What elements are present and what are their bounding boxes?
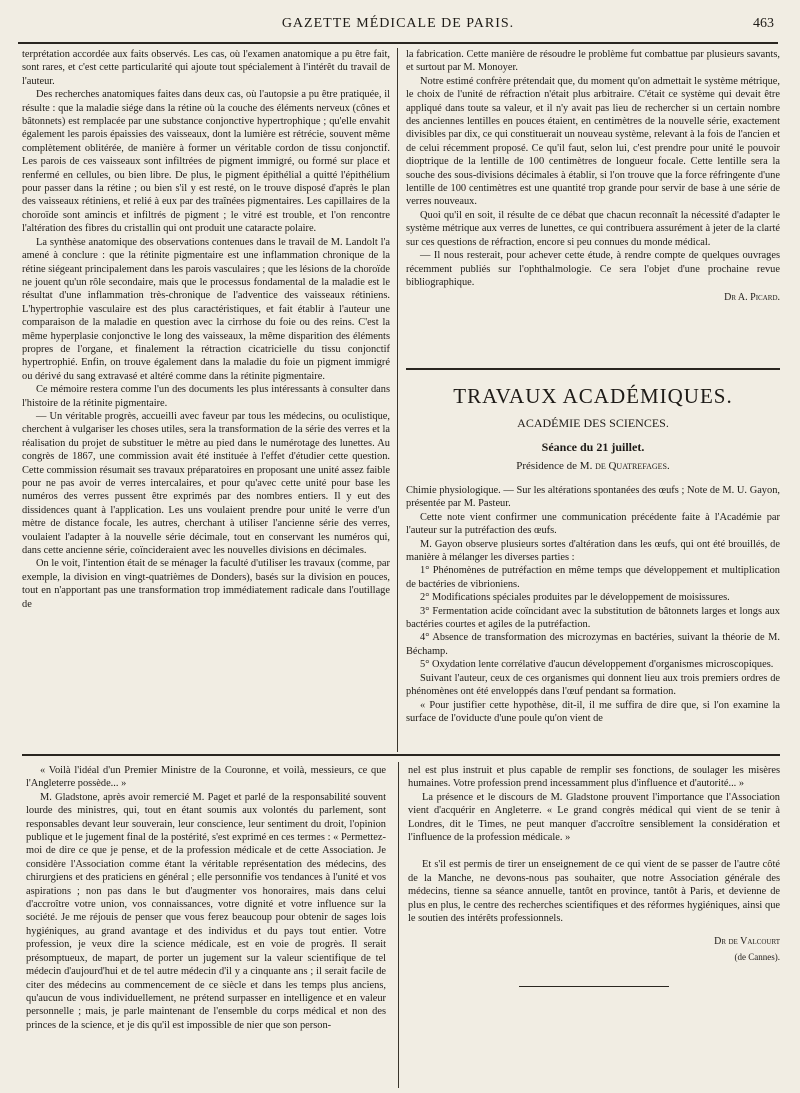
paragraph: Suivant l'auteur, ceux de ces organismes qui donnent lieu aux trois premiers ordres de phénomènes ont été enveloppés dans l'œuf pendant sa formation.	[406, 672, 780, 698]
seance-date: Séance du 21 juillet.	[541, 440, 645, 454]
signature-place: (de Cannes).	[734, 951, 780, 962]
paragraph: Notre estimé confrère prétendait que, du moment qu'on admettait le système métrique, le choix de l'unité de réfraction n'était plus arbitraire. C'était ce système qui devait être appliqué dans toute sa valeur, et il n'y avait pas lieu de rechercher si un certain nombre des anciennes lentilles en pouces étaient, en centimètres de la nouvelle série, exactement divisibles par dix, ce qui constituerait un nouveau système, relevant à la fois de l'ancien et de celui récemment proposé. Ce qu'il faut, selon lui, c'est prendre pour unité le pouvoir dioptrique de la lentille de 100 centimètres de longueur focale. Cette lentille sera la souche des sous-divisions décimales à établir, si l'on trouve que la force réfringente d'une lentille de 100 centimètres est une quantité trop grande pour servir de base à une série de verres nouveaux.	[406, 75, 780, 208]
right-top-column	[406, 48, 780, 360]
section-rule	[406, 368, 780, 370]
end-rule	[519, 986, 669, 987]
paragraph: 3° Fermentation acide coïncidant avec la substitution de bâtonnets larges et longs aux bactéries courtes et agiles de la putréfaction.	[406, 605, 780, 631]
paragraph: 2° Modifications spéciales produites par le développement de moisissures.	[420, 592, 730, 604]
paragraph: nel est plus instruit et plus capable de remplir ses fonctions, de soulager les misères humaines. Votre profession prend incessamment plus d'influence et d'autorité... »	[408, 765, 780, 790]
paragraph: 4° Absence de transformation des microzymas en bactéries, suivant la théorie de M. Béchamp.	[406, 632, 780, 657]
bottom-left-column	[26, 764, 386, 1088]
article-heading: Chimie physiologique. — Sur les altérations spontanées des œufs ; Note de M. U. Gayon, présentée par M. Pasteur.	[406, 485, 780, 510]
paragraph: La présence et le discours de M. Gladstone prouvent l'importance que l'Association vient d'acquérir en Angleterre. « Le grand congrès médical qui vient de se tenir à Londres, dit le Times, ne peut manquer d'accroître sensiblement la considération et l'influence de la profession médicale. »	[408, 791, 780, 844]
column-separator	[397, 48, 398, 752]
paragraph: Ce mémoire restera comme l'un des documents les plus intéressants à consulter dans l'histoire de la rétinite pigmentaire.	[22, 384, 390, 409]
signature-picard: Dr A. Picard.	[724, 292, 780, 304]
right-bottom-column	[406, 484, 780, 746]
section-subtitle: ACADÉMIE DES SCIENCES.	[517, 416, 669, 430]
column-separator	[398, 762, 399, 1088]
presidence-prefix: Présidence de M.	[516, 460, 596, 472]
paragraph: — Il nous resterait, pour achever cette étude, à rendre compte de quelques ouvrages récemment publiés sur l'ophthalmologie. Ce sera l'objet d'une prochaine revue bibliographique.	[406, 250, 780, 288]
paragraph: 5° Oxydation lente corrélative d'aucun développement d'organismes microscopiques.	[420, 659, 774, 671]
running-head: GAZETTE MÉDICALE DE PARIS.	[281, 16, 515, 31]
presidence-line	[406, 460, 780, 472]
paragraph: « Voilà l'idéal d'un Premier Ministre de la Couronne, et voilà, messieurs, ce que l'Angleterre possède... »	[26, 765, 386, 790]
page-header	[18, 12, 778, 44]
paragraph: M. Gladstone, après avoir remercié M. Paget et parlé de la responsabilité souvent lourde des ministres, qui, tout en étant soumis aux volontés du parlement, sont responsables devant leur souverain, leur conscience, leur sentiment du droit, l'opinion publique et le jugement final de la postérité, s'est exprimé en ces termes : « Permettez-moi de dire ce que je pense, et de la profession médicale et de cette Association. Je considère l'Association comme étant la véritable représentation des médecins, des chirurgiens et des praticiens en général ; elle personnifie vos tendances à l'unité et vos aspirations ; non pas dans le but d'augmenter vos honoraires, mais dans celui d'accroître votre union, vos connaissances, votre dignité et votre influence sur la société. Je me réjouis de penser que vous ferez beaucoup pour obtenir de sages lois hygiéniques, au grand avantage et des individus et du pays tout entier. Votre profession, je veux dire la science médicale, est en voie de progrès. Il serait présomptueux, de mapart, de porter un jugement sur la valeur scientifique de tel médecin d'aujourd'hui et de tel autre médecin d'il y a cinquante ans ; il serait facile de citer des médecins au commencement de ce siècle et dans les temps plus anciens, qu'aucun de vous individuellement, ne prétend surpasser en intelligence et en valeur personnelle ; mais, je parle maintenant de l'ensemble du corps médical et non des princes de la science, et je dis qu'il est impossible de nier que son person-	[26, 791, 386, 1031]
paragraph: la fabrication. Cette manière de résoudre le problème fut combattue par plusieurs savants, et surtout par M. Monoyer.	[406, 49, 780, 74]
left-column	[22, 48, 390, 748]
page-number: 463	[753, 16, 774, 31]
paragraph: La synthèse anatomique des observations contenues dans le travail de M. Landolt l'a amené à conclure : que la rétinite pigmentaire est une inflammation chronique de la rétine siégeant principalement dans les parois vasculaires ; que les lésions de la choroïde ne jouent qu'un rôle secondaire, mais que le processus fondamental de la maladie est le résultat d'une inflammation très-chronique de l'adventice des vaisseaux rétiniens. L'hypertrophie vasculaire est des plus caractéristiques, et fait établir à l'auteur une comparaison de la maladie en question avec la cirrhose du foie ou des reins. C'est la même hyperplasie conjonctive le long des vaisseaux, la même disparition des éléments propres de l'organe, et finalement la rétraction cicatricielle du tissu conjonctif hypertrophié. Enfin, on trouve également dans la maladie du foie un pigment immigré ou dérivé du sang extravasé et altéré comme dans la rétinite pigmentaire.	[22, 236, 390, 382]
paragraph: — Un véritable progrès, accueilli avec faveur par tous les médecins, ou oculistique, cherchent à vulgariser les choses utiles, sera la transformation de la série des verres et la réalisation du projet de substituer le mètre au pied dans le numérotage des lunettes. Au congrès de 1867, une commission avait été instituée à l'effet d'étudier cette question. Cette commission résumait ses travaux préparatoires en proposant une unité assez faible pour ne pas avoir de verres intercalaires, et pour qu'avec cette unité pour base les numéros des verres pussent être exprimés par des nombres entiers. Il y eut des dissidences quant à l'application. Les uns voulaient prendre pour unité le verre d'un mètre de distance focale, les autres, cherchant à utiliser l'ancienne série des verres, voulaient l'adapter à la nouvelle série décimale, tout en conservant les numéros qui, dans cette ancienne série, coïncideraient avec les nouvelles divisions en décimales.	[22, 410, 390, 557]
paragraph: Des recherches anatomiques faites dans deux cas, où l'autopsie a pu être pratiquée, il résulte : que la maladie siége dans la rétine où la couche des éléments nerveux (cônes et bâtonnets) est remplacée par une substance conjonctive hypertrophique ; qu'elle envahit également les parois épaissies des vaisseaux, dont la lumière est rétrécie, souvent même complètement oblitérée, de manière à former un véritable cordon de tissu conjonctif. Les parois de ces vaisseaux sont infiltrées de pigment immigré, ou formé sur place et renfermé en cellules, ou bien libre. De plus, le pigment épithélial a quitté l'épithélium pour passer dans la rétine ; ou bien s'il y est resté, on le trouve disposé d'après le plan des vaisseaux rétiniens, et relié à eux par des traînées pigmentaires. Les capillaires de la choroïde sont amincis et infiltrés de pigment ; le vitré est trouble, et l'on rencontre l'altération des fibres du cristallin qui ont produit une cataracte polaire.	[22, 89, 390, 235]
paragraph: 1° Phénomènes de putréfaction en même temps que développement et multiplication de bactéries de vibrioniens.	[406, 565, 780, 590]
paragraph: On le voit, l'intention était de se ménager la faculté d'utiliser les travaux (comme, par exemple, la division en vingt-quatrièmes de Donders), basés sur la division en pouces, tout en n'apportant pas une transformation trop immédiatement radicale dans l'outillage de	[22, 558, 390, 610]
paragraph: « Pour justifier cette hypothèse, dit-il, il me suffira de dire que, si l'on examine la surface de l'oviducte d'une poule qu'on vient de	[406, 699, 780, 724]
signature-valcourt: Dr de Valcourt	[714, 936, 780, 948]
paragraph: terprétation accordée aux faits observés. Les cas, où l'examen anatomique a pu être fait, sont rares, et c'est cette particularité qui ajoute tout spécialement à l'intérêt du travail de l'auteur.	[22, 49, 390, 87]
section-title: TRAVAUX ACADÉMIQUES.	[453, 384, 733, 408]
paragraph: M. Gayon observe plusieurs sortes d'altération dans les œufs, qui ont été brouillés, de manière à mélanger les diverses parties :	[406, 538, 780, 564]
paragraph: Cette note vient confirmer une communication précédente faite à l'Académie par l'auteur sur la putréfaction des œufs.	[406, 511, 780, 537]
feuilleton-rule	[22, 754, 780, 756]
bottom-right-column	[408, 764, 780, 1088]
president-name: de Quatrefages.	[595, 460, 670, 472]
paragraph: Et s'il est permis de tirer un enseignement de ce qui vient de se passer de l'autre côté de la Manche, ne devons-nous pas souhaiter, que notre Association générale des médecins, tienne sa séance annuelle, tantôt en province, tantôt à Paris, et devienne de plus en plus, le centre des recherches scientifiques et des réformes hygiéniques, ainsi que le soutien des intérêts professionnels.	[408, 859, 780, 925]
paragraph: Quoi qu'il en soit, il résulte de ce débat que chacun reconnaît la nécessité d'adapter le système métrique aux verres de lunettes, ce qui contribuera assurément à jeter de la clarté sur ces questions de réfraction, encore si peu connues du monde médical.	[406, 209, 780, 248]
